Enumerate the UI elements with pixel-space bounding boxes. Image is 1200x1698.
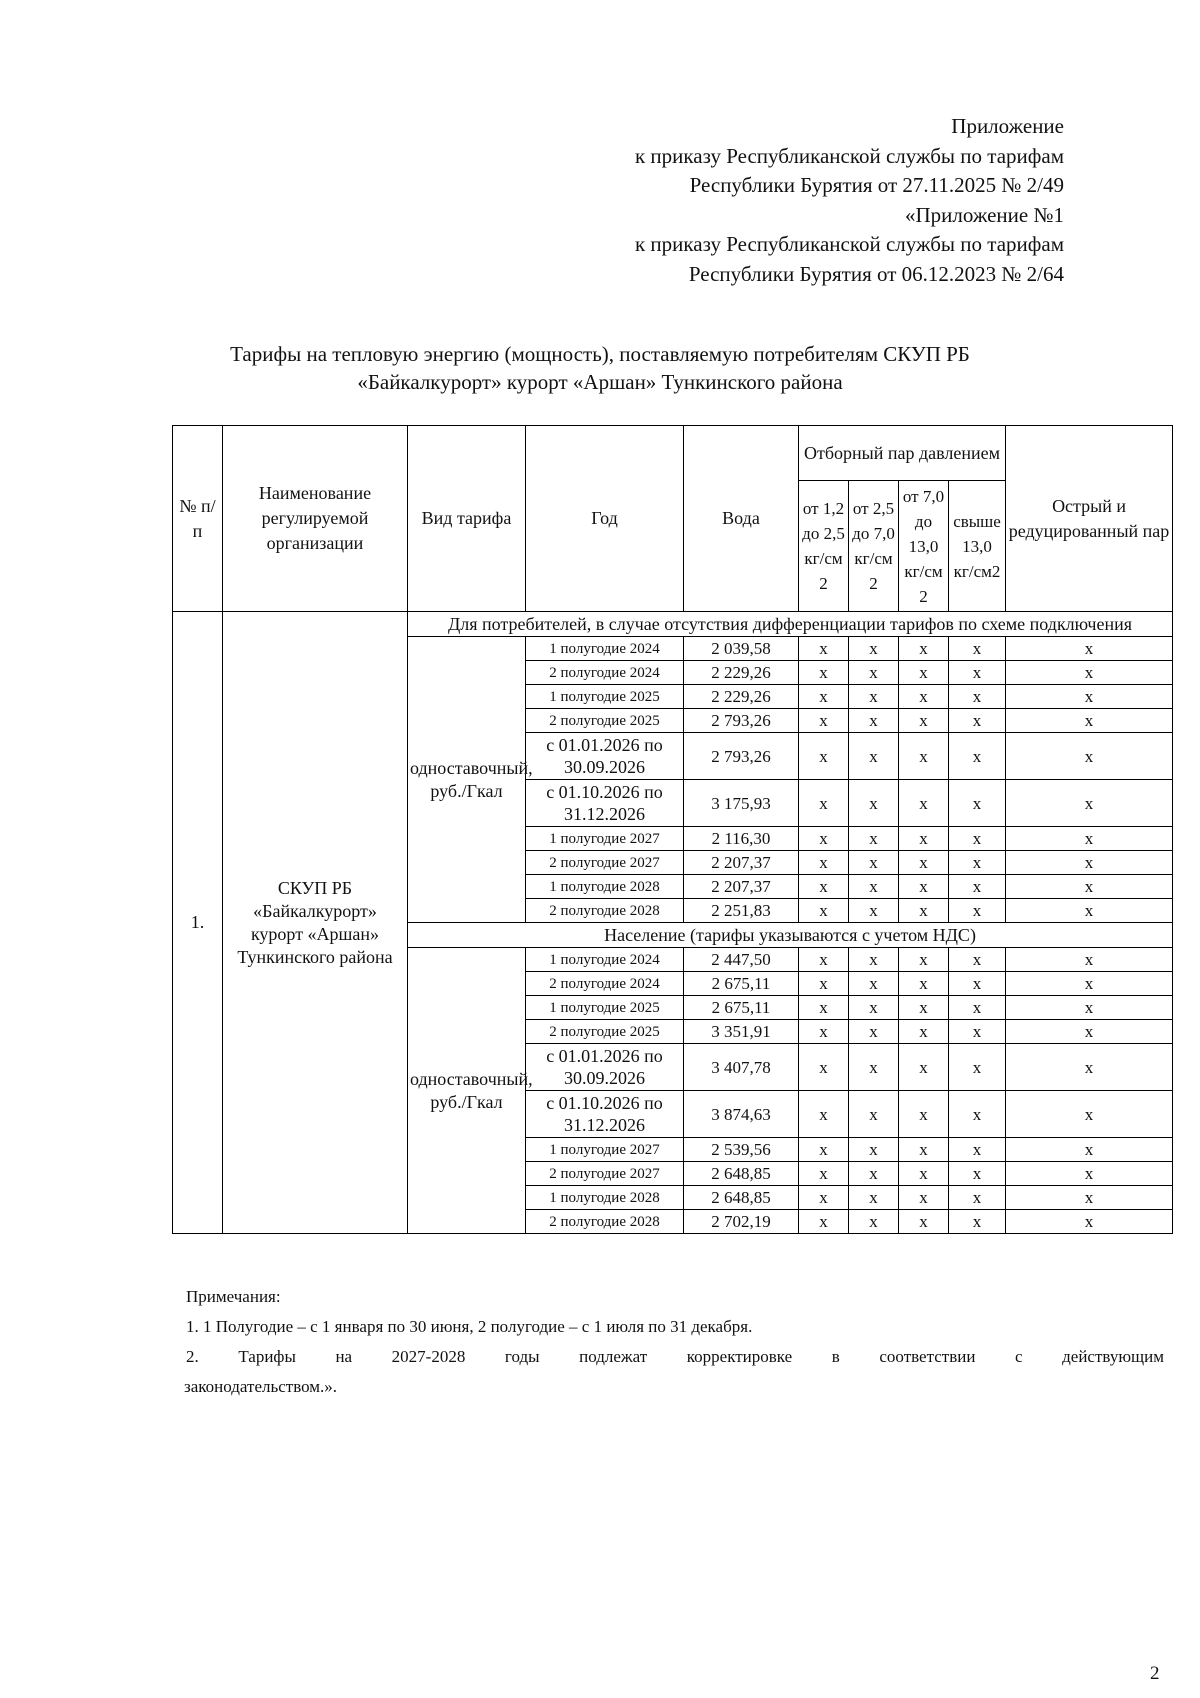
water-value: 3 351,91 [684, 1020, 799, 1044]
water-value: 2 648,85 [684, 1186, 799, 1210]
x-cell: х [799, 996, 849, 1020]
x-cell: х [949, 851, 1006, 875]
notes-heading: Примечания: [186, 1287, 281, 1306]
x-cell: х [1006, 733, 1173, 780]
x-cell: х [899, 1210, 949, 1234]
water-value: 2 648,85 [684, 1162, 799, 1186]
x-cell: х [1006, 1186, 1173, 1210]
year-cell: 1 полугодие 2028 [526, 1186, 684, 1210]
x-cell: х [799, 851, 849, 875]
header-line-6: Республики Бурятия от 06.12.2023 № 2/64 [688, 261, 1064, 286]
col-header-steam-group: Отборный пар давлением [799, 426, 1006, 481]
title-line-1: Тарифы на тепловую энергию (мощность), поставляемую потребителям СКУП РБ [230, 342, 970, 366]
x-cell: х [849, 827, 899, 851]
x-cell: х [899, 1044, 949, 1091]
x-cell: х [899, 1020, 949, 1044]
water-value: 2 116,30 [684, 827, 799, 851]
col-header-year: Год [526, 426, 684, 612]
x-cell: х [949, 1210, 1006, 1234]
water-value: 3 175,93 [684, 780, 799, 827]
water-value: 2 207,37 [684, 875, 799, 899]
x-cell: х [899, 780, 949, 827]
x-cell: х [899, 1138, 949, 1162]
x-cell: х [949, 1091, 1006, 1138]
section-title: Для потребителей, в случае отсутствия дифференциации тарифов по схеме подключения [408, 612, 1173, 637]
x-cell: х [1006, 1138, 1173, 1162]
water-value: 2 702,19 [684, 1210, 799, 1234]
title-line-2: «Байкалкурорт» курорт «Аршан» Тункинского района [357, 370, 843, 394]
col-header-tariff-type: Вид тарифа [408, 426, 526, 612]
col-header-steam-2: от 2,5 до 7,0 кг/см 2 [849, 481, 899, 612]
year-cell: 2 полугодие 2028 [526, 1210, 684, 1234]
page-number: 2 [1150, 1663, 1160, 1684]
row-number: 1. [173, 612, 223, 1234]
water-value: 2 207,37 [684, 851, 799, 875]
x-cell: х [949, 899, 1006, 923]
x-cell: х [899, 827, 949, 851]
x-cell: х [849, 1186, 899, 1210]
water-value: 2 793,26 [684, 733, 799, 780]
x-cell: х [799, 899, 849, 923]
x-cell: х [849, 1044, 899, 1091]
x-cell: х [949, 733, 1006, 780]
x-cell: х [899, 1186, 949, 1210]
x-cell: х [949, 1186, 1006, 1210]
col-header-steam-3: от 7,0 до 13,0 кг/см 2 [899, 481, 949, 612]
x-cell: х [949, 875, 1006, 899]
x-cell: х [949, 996, 1006, 1020]
header-line-4: «Приложение №1 [905, 202, 1064, 227]
x-cell: х [1006, 1044, 1173, 1091]
x-cell: х [949, 1044, 1006, 1091]
x-cell: х [899, 685, 949, 709]
year-cell: 1 полугодие 2027 [526, 827, 684, 851]
x-cell: х [849, 875, 899, 899]
x-cell: х [799, 661, 849, 685]
col-header-water: Вода [684, 426, 799, 612]
tariff-table [172, 425, 1173, 1234]
x-cell: х [799, 685, 849, 709]
water-value: 2 251,83 [684, 899, 799, 923]
x-cell: х [949, 637, 1006, 661]
water-value: 2 039,58 [684, 637, 799, 661]
water-value: 2 675,11 [684, 972, 799, 996]
x-cell: х [849, 972, 899, 996]
x-cell: х [899, 948, 949, 972]
x-cell: х [849, 1138, 899, 1162]
x-cell: х [849, 1210, 899, 1234]
x-cell: х [899, 661, 949, 685]
water-value: 2 229,26 [684, 661, 799, 685]
year-cell: с 01.10.2026 по 31.12.2026 [526, 780, 684, 827]
note-2: 2. Тарифы на 2027-2028 годы подлежат корректировке в соответствии с действующим [186, 1347, 1164, 1366]
x-cell: х [949, 1020, 1006, 1044]
x-cell: х [949, 685, 1006, 709]
x-cell: х [849, 948, 899, 972]
col-header-org: Наименование регулируемой организации [223, 426, 408, 612]
year-cell: 1 полугодие 2024 [526, 637, 684, 661]
x-cell: х [1006, 637, 1173, 661]
water-value: 2 447,50 [684, 948, 799, 972]
x-cell: х [1006, 948, 1173, 972]
x-cell: х [849, 733, 899, 780]
document-header [635, 112, 1064, 289]
x-cell: х [849, 1091, 899, 1138]
x-cell: х [799, 709, 849, 733]
year-cell: 2 полугодие 2024 [526, 661, 684, 685]
x-cell: х [799, 875, 849, 899]
note-1: 1. 1 Полугодие – с 1 января по 30 июня, 2 полугодие – с 1 июля по 31 декабря. [186, 1317, 753, 1336]
x-cell: х [1006, 780, 1173, 827]
x-cell: х [849, 899, 899, 923]
x-cell: х [849, 637, 899, 661]
x-cell: х [899, 1162, 949, 1186]
header-row [173, 426, 1173, 481]
year-cell: 1 полугодие 2027 [526, 1138, 684, 1162]
x-cell: х [849, 1020, 899, 1044]
section-title-row [173, 612, 1173, 637]
note-2-continuation: законодательством.». [184, 1377, 338, 1396]
x-cell: х [1006, 709, 1173, 733]
x-cell: х [1006, 996, 1173, 1020]
year-cell: 1 полугодие 2028 [526, 875, 684, 899]
year-cell: 2 полугодие 2025 [526, 709, 684, 733]
x-cell: х [799, 827, 849, 851]
x-cell: х [799, 1186, 849, 1210]
x-cell: х [1006, 875, 1173, 899]
x-cell: х [949, 661, 1006, 685]
x-cell: х [1006, 1162, 1173, 1186]
col-header-sharp-steam: Острый и редуцированный пар [1006, 426, 1173, 612]
x-cell: х [1006, 1020, 1173, 1044]
header-line-5: к приказу Республиканской службы по тарифам [634, 232, 1064, 256]
x-cell: х [899, 709, 949, 733]
water-value: 2 793,26 [684, 709, 799, 733]
x-cell: х [949, 1138, 1006, 1162]
x-cell: х [799, 733, 849, 780]
year-cell: 2 полугодие 2025 [526, 1020, 684, 1044]
x-cell: х [799, 1138, 849, 1162]
x-cell: х [1006, 899, 1173, 923]
x-cell: х [899, 851, 949, 875]
x-cell: х [1006, 1210, 1173, 1234]
x-cell: х [799, 1162, 849, 1186]
water-value: 2 229,26 [684, 685, 799, 709]
x-cell: х [949, 1162, 1006, 1186]
x-cell: х [899, 637, 949, 661]
x-cell: х [1006, 827, 1173, 851]
year-cell: 2 полугодие 2027 [526, 1162, 684, 1186]
x-cell: х [899, 733, 949, 780]
x-cell: х [799, 637, 849, 661]
x-cell: х [949, 827, 1006, 851]
x-cell: х [899, 899, 949, 923]
x-cell: х [949, 709, 1006, 733]
x-cell: х [799, 972, 849, 996]
x-cell: х [1006, 851, 1173, 875]
organization-name: СКУП РБ «Байкалкурорт» курорт «Аршан» Тункинского района [223, 612, 408, 1234]
x-cell: х [899, 875, 949, 899]
year-cell: с 01.10.2026 по 31.12.2026 [526, 1091, 684, 1138]
x-cell: х [949, 780, 1006, 827]
x-cell: х [899, 1091, 949, 1138]
year-cell: 2 полугодие 2024 [526, 972, 684, 996]
x-cell: х [799, 780, 849, 827]
x-cell: х [949, 948, 1006, 972]
x-cell: х [799, 1020, 849, 1044]
header-line-1: Приложение [951, 114, 1064, 138]
x-cell: х [849, 996, 899, 1020]
col-header-num: № п/п [173, 426, 223, 612]
water-value: 2 539,56 [684, 1138, 799, 1162]
year-cell: 1 полугодие 2025 [526, 996, 684, 1020]
water-value: 3 874,63 [684, 1091, 799, 1138]
year-cell: с 01.01.2026 по 30.09.2026 [526, 733, 684, 780]
x-cell: х [849, 851, 899, 875]
document-title [0, 340, 1200, 396]
water-value: 3 407,78 [684, 1044, 799, 1091]
x-cell: х [1006, 661, 1173, 685]
col-header-steam-1: от 1,2 до 2,5 кг/см 2 [799, 481, 849, 612]
x-cell: х [899, 996, 949, 1020]
section-title: Население (тарифы указываются с учетом НДС) [408, 923, 1173, 948]
x-cell: х [899, 972, 949, 996]
notes [186, 1282, 1164, 1402]
x-cell: х [849, 685, 899, 709]
x-cell: х [1006, 1091, 1173, 1138]
header-line-3: Республики Бурятия от 27.11.2025 № 2/49 [689, 173, 1064, 197]
tariff-type: одноставочный, руб./Гкал [408, 637, 526, 923]
x-cell: х [799, 1091, 849, 1138]
tariff-type: одноставочный, руб./Гкал [408, 948, 526, 1234]
year-cell: 2 полугодие 2028 [526, 899, 684, 923]
year-cell: 1 полугодие 2025 [526, 685, 684, 709]
x-cell: х [849, 661, 899, 685]
x-cell: х [799, 1210, 849, 1234]
col-header-steam-4: свыше 13,0 кг/см2 [949, 481, 1006, 612]
water-value: 2 675,11 [684, 996, 799, 1020]
year-cell: с 01.01.2026 по 30.09.2026 [526, 1044, 684, 1091]
x-cell: х [849, 709, 899, 733]
header-line-2: к приказу Республиканской службы по тарифам [634, 143, 1064, 168]
x-cell: х [799, 1044, 849, 1091]
x-cell: х [849, 1162, 899, 1186]
x-cell: х [1006, 972, 1173, 996]
year-cell: 2 полугодие 2027 [526, 851, 684, 875]
year-cell: 1 полугодие 2024 [526, 948, 684, 972]
x-cell: х [949, 972, 1006, 996]
x-cell: х [799, 948, 849, 972]
x-cell: х [849, 780, 899, 827]
x-cell: х [1006, 685, 1173, 709]
